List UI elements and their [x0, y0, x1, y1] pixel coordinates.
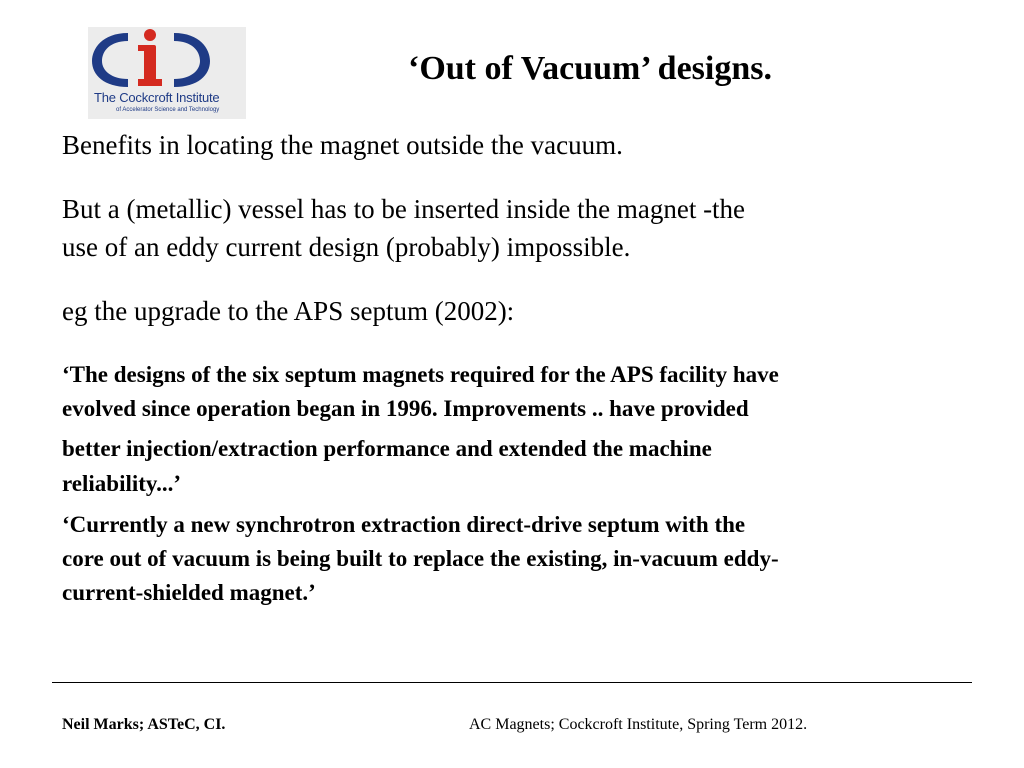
footer-author: Neil Marks; ASTeC, CI. — [62, 716, 226, 733]
body-paragraph-aps-example: eg the upgrade to the APS septum (2002): — [62, 296, 515, 326]
logo-institute-subtitle: of Accelerator Science and Technology — [116, 107, 220, 113]
logo-institute-name: The Cockcroft Institute — [94, 90, 220, 105]
footer-course: AC Magnets; Cockcroft Institute, Spring Term 2012. — [469, 716, 808, 733]
footer-divider — [52, 682, 972, 683]
body-paragraph-vessel-line-1: But a (metallic) vessel has to be inserted inside the magnet -the — [62, 194, 746, 224]
quote-line-2: evolved since operation began in 1996. Improvements .. have provided — [62, 396, 749, 421]
quote-line-5: ‘Currently a new synchrotron extraction direct-drive septum with the — [62, 512, 746, 537]
quote-line-4: reliability...’ — [62, 471, 182, 496]
body-paragraph-benefits: Benefits in locating the magnet outside the vacuum. — [62, 130, 623, 160]
cockcroft-institute-logo — [88, 27, 246, 119]
cockcroft-logo-mark-icon — [88, 27, 246, 93]
quote-line-6: core out of vacuum is being built to replace the existing, in-vacuum eddy- — [62, 546, 779, 571]
quote-line-7: current-shielded magnet.’ — [62, 580, 316, 605]
body-paragraph-vessel-line-2: use of an eddy current design (probably) impossible. — [62, 232, 631, 262]
slide-title: ‘Out of Vacuum’ designs. — [408, 50, 772, 87]
quote-line-3: better injection/extraction performance and extended the machine — [62, 436, 712, 461]
quote-line-1: ‘The designs of the six septum magnets required for the APS facility have — [62, 362, 779, 387]
